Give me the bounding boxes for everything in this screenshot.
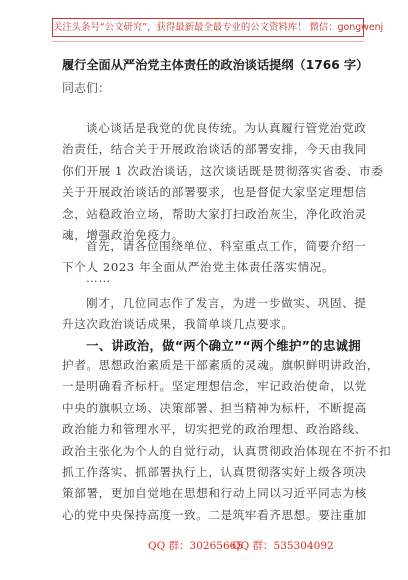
- greeting: 同志们：: [62, 81, 111, 95]
- text-line: 你们开展 1 次政治谈话，这次谈话既是贯彻落实省委、市委: [62, 163, 384, 178]
- text-line: 治责任，结合关于开展政治谈话的部署安排，今天由我同: [62, 142, 367, 157]
- footer-qq-group-1: QQ 群：30265665: [148, 540, 243, 552]
- text-line: 一是明确看齐标杆。坚定理想信念，牢记政治使命，以党: [62, 379, 367, 394]
- text-line: 谈心谈话是我党的优良传统。为认真履行管党治党政: [86, 121, 367, 135]
- footer-qq-group-2: QQ 群：535304092: [232, 540, 334, 552]
- text-line: 抓工作落实、抓部署执行上，认真贯彻落实好上级各项决: [62, 465, 367, 480]
- section-heading-1: 一、讲政治，做“两个确立”“两个维护”的忠诚拥: [86, 338, 361, 353]
- footer-contacts: [0, 538, 408, 558]
- text-line: 念，站稳政治立场，帮助大家打扫政治灰尘，净化政治灵: [62, 206, 367, 221]
- text-line: 首先，请各位围绕单位、科室重点工作，简要介绍一: [86, 239, 367, 253]
- paragraph-3: [62, 293, 367, 336]
- banner-divider: [52, 41, 364, 42]
- banner-text: 关注头条号“公文研究”，获得最新最全最专业的公文资料库！ 微信：gongwenj: [53, 22, 384, 33]
- text-line: 中央的旗帜立场、决策部署、担当精神为标杆，不断提高: [62, 400, 367, 415]
- document-title: 履行全面从严治党主体责任的政治谈话提纲（1766 字）: [62, 58, 369, 72]
- text-line: 关于开展政治谈话的部署要求，也是督促大家坚定理想信: [62, 185, 367, 200]
- text-line: 策部署，更加自觉地在思想和行动上同以习近平同志为核: [62, 486, 367, 501]
- text-line: 政治主张化为个人的自觉行动，认真贯彻政治体现在不折不扣: [62, 443, 392, 458]
- text-line: 升这次政治谈话成果，我简单谈几点要求。: [62, 317, 294, 332]
- text-line: 政治能力和管理水平，切实把党的政治理想、政治路线、: [62, 422, 367, 437]
- text-line: 下个人 2023 年全面从严治党主体责任落实情况。: [62, 260, 335, 275]
- text-line: 魂，增强政治免疫力。: [62, 228, 184, 243]
- ellipsis: ……: [86, 271, 112, 285]
- paragraph-4: [62, 355, 392, 526]
- text-line: 刚才，几位同志作了发言，为进一步做实、巩固、提: [86, 296, 367, 310]
- text-line: 护者。思想政治素质是干部素质的灵魂。旗帜鲜明讲政治，: [62, 358, 380, 372]
- watermark-banner: [52, 18, 384, 37]
- text-line: 心的党中央保持高度一致。二是筑牢看齐思想。要注重加: [62, 507, 367, 522]
